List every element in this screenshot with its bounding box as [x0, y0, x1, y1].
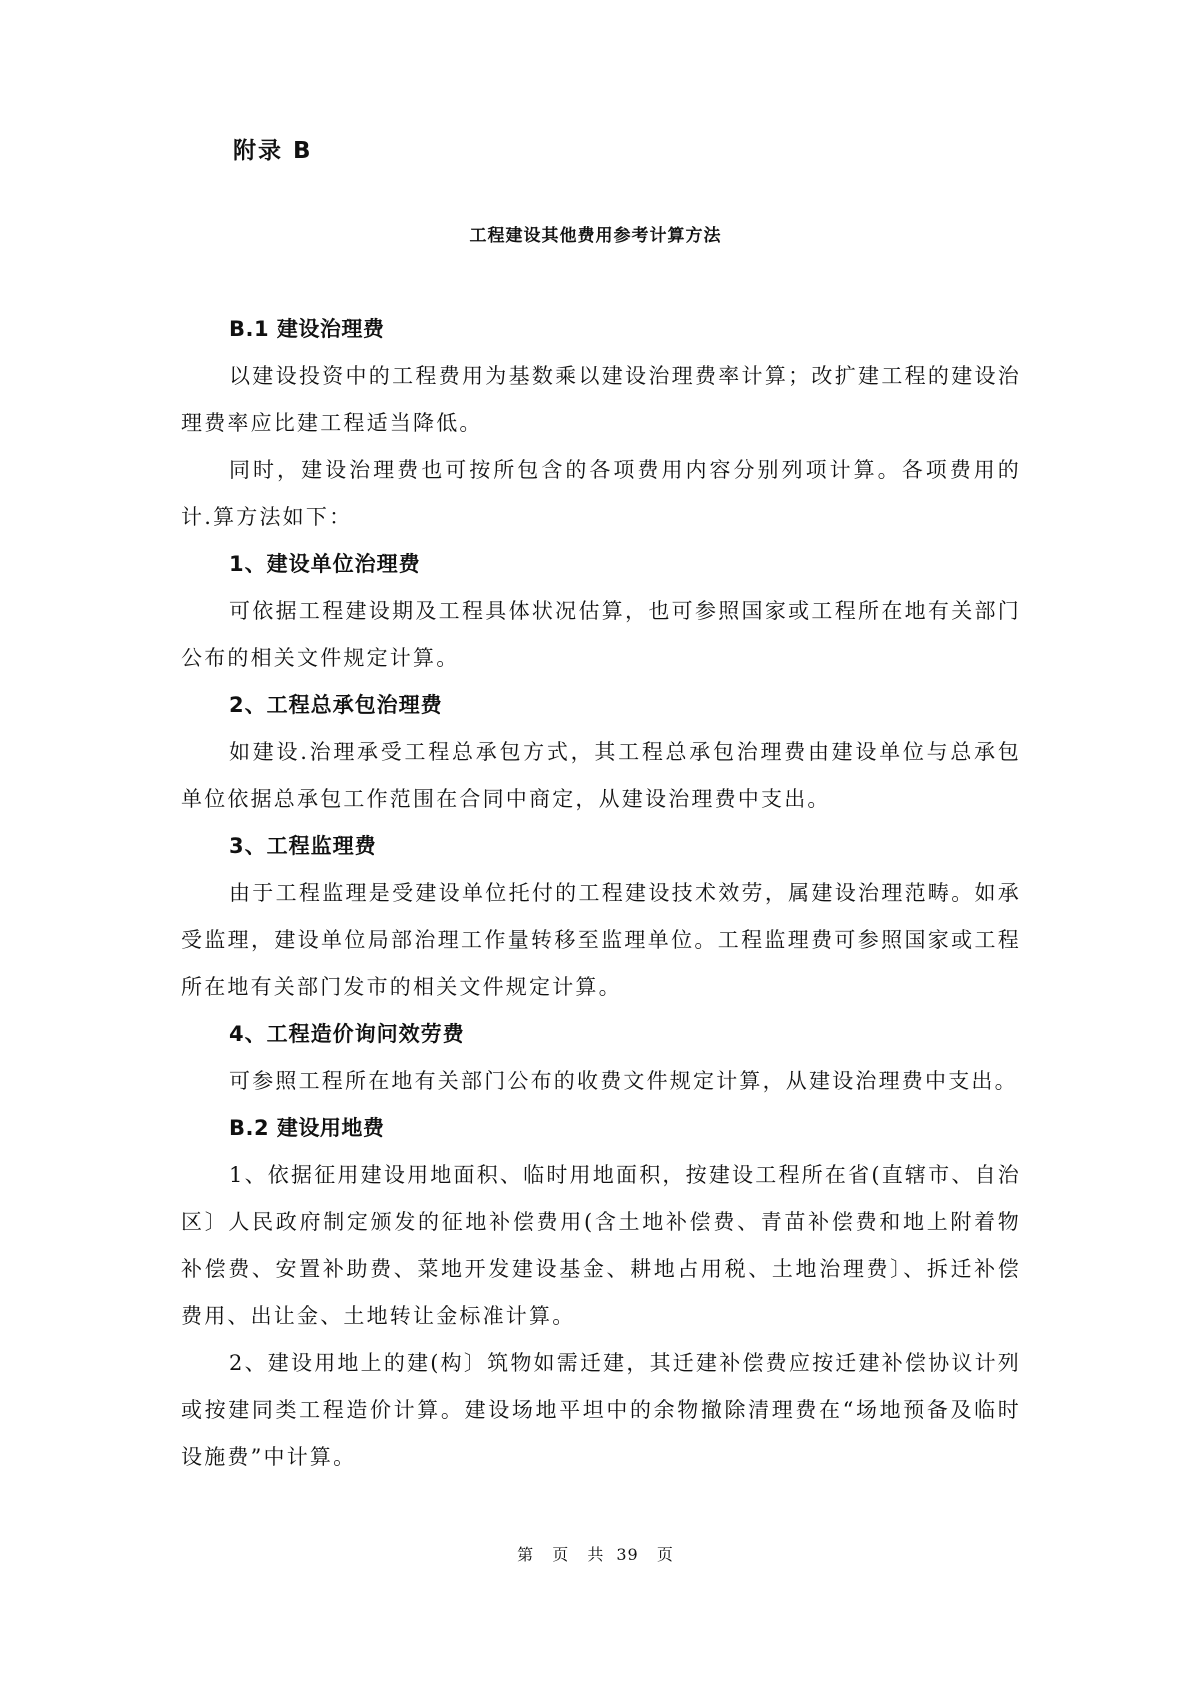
subheading-construction-unit-fee: 1、建设单位治理费 [229, 552, 421, 576]
section-heading-b2: B.2 建设用地费 [229, 1116, 385, 1140]
footer-page-word: 第 [517, 1545, 535, 1564]
footer-total-word: 共 [587, 1545, 605, 1564]
paragraph: 可参照工程所在地有关部门公布的收费文件规定计算，从建设治理费中支出。 [229, 1069, 1018, 1093]
paragraph: 2、建设用地上的建(构〕筑物如需迁建，其迁建补偿费应按迁建补偿协议计列或按建同类工程造价计算。建设场地平坦中的余物撤除清理费在“场地预备及临时设施费”中计算。 [181, 1351, 1021, 1469]
appendix-label: 附录 B [233, 138, 313, 164]
footer-total-unit: 页 [656, 1545, 674, 1564]
subheading-cost-consulting-fee: 4、工程造价询问效劳费 [229, 1022, 465, 1046]
paragraph: 同时，建设治理费也可按所包含的各项费用内容分别列项计算。各项费用的计.算方法如下： [181, 458, 1021, 529]
page-footer [0, 1542, 1191, 1565]
subheading-supervision-fee: 3、工程监理费 [229, 834, 377, 858]
paragraph: 可依据工程建设期及工程具体状况估算，也可参照国家或工程所在地有关部门公布的相关文件规定计算。 [181, 599, 1021, 670]
document-title: 工程建设其他费用参考计算方法 [469, 226, 722, 246]
paragraph: 以建设投资中的工程费用为基数乘以建设治理费率计算；改扩建工程的建设治理费率应比建工程适当降低。 [181, 364, 1021, 435]
subheading-general-contract-fee: 2、工程总承包治理费 [229, 693, 443, 717]
section-heading-b1: B.1 建设治理费 [229, 317, 385, 341]
document-body [181, 306, 1021, 1481]
paragraph: 如建设.治理承受工程总承包方式，其工程总承包治理费由建设单位与总承包单位依据总承包工作范围在合同中商定，从建设治理费中支出。 [181, 740, 1021, 811]
paragraph: 由于工程监理是受建设单位托付的工程建设技术效劳，属建设治理范畴。如承受监理，建设单位局部治理工作量转移至监理单位。工程监理费可参照国家或工程所在地有关部门发市的相关文件规定计算。 [181, 881, 1021, 999]
footer-total-pages: 39 [616, 1545, 639, 1564]
footer-page-unit: 页 [552, 1545, 570, 1564]
paragraph: 1、依据征用建设用地面积、临时用地面积，按建设工程所在省(直辖市、自治区〕人民政府制定颁发的征地补偿费用(含土地补偿费、青苗补偿费和地上附着物补偿费、安置补助费、菜地开发建设基金、耕地占用税、土地治理费〕、拆迁补偿费用、出让金、土地转让金标准计算。 [181, 1163, 1021, 1328]
